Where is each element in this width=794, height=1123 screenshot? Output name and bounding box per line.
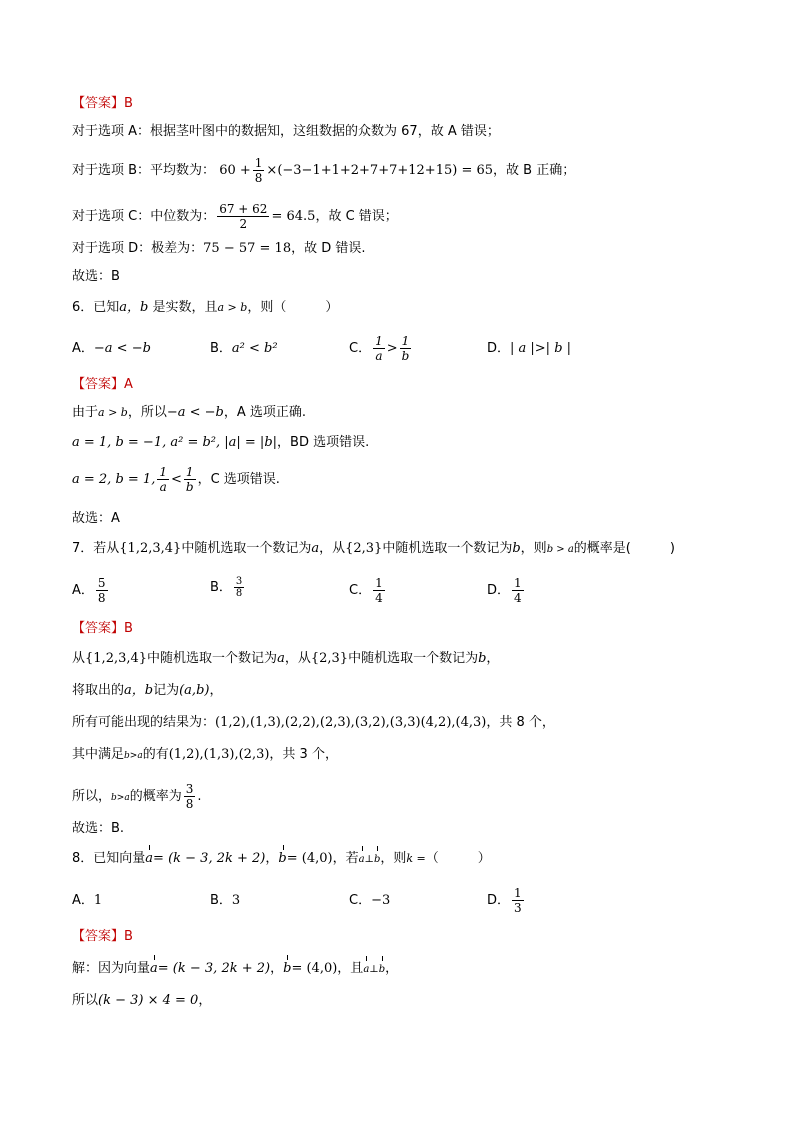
q5-option-b-explanation: 对于选项 B：平均数为： 60 + $\frac{1}{8}$ ×(−3−1+1+2+7+7+12+15) = 65，故 B 正确； <box>72 156 576 185</box>
answer-label: 【答案】 <box>72 377 125 392</box>
q7-solution-line-5: 所以，b>a的概率为 $\frac{3}{8}$ . <box>72 782 202 811</box>
answer-letter: A <box>124 377 133 392</box>
q7-solution-line-4: 其中满足b>a的有(1,2),(1,3),(2,3)，共 3 个， <box>72 747 338 762</box>
answer-label: 【答案】 <box>72 96 125 111</box>
q6-solution-line-2: a = 1, b = −1, a² = b², |a| = |b|，BD 选项错误. <box>72 435 370 450</box>
q7-solution-line-2: 将取出的a，b记为(a,b)， <box>72 683 223 698</box>
q7-stem: 7．若从{1,2,3,4}中随机选取一个数记为a，从{2,3}中随机选取一个数记为b，则b > a的概率是( ) <box>72 541 675 556</box>
answer-letter: B <box>124 621 133 636</box>
q7-solution-line-3: 所有可能出现的结果为：(1,2),(1,3),(2,2),(2,3),(3,2),(3,3)(4,2),(4,3)，共 8 个， <box>72 715 555 730</box>
q6-option-a[interactable]: A．−a < −b <box>72 341 151 356</box>
fraction: $\frac{1}{8}$ <box>254 156 263 185</box>
answer-letter: B <box>124 96 133 111</box>
q7-answer-line <box>72 620 133 638</box>
answer-label: 【答案】 <box>72 929 125 944</box>
answer-letter: B <box>124 929 133 944</box>
q7-choose: 故选：B. <box>72 821 125 836</box>
q8-solution-line-1: 解：因为向量a= (k − 3, 2k + 2)，b= (4,0)，且a⊥b， <box>72 960 398 979</box>
q8-solution-line-2: 所以(k − 3) × 4 = 0， <box>72 993 212 1008</box>
q8-answer-line <box>72 928 133 946</box>
q5-choose: 故选：B <box>72 269 120 284</box>
q7-option-c[interactable]: C． $\frac{1}{4}$ <box>349 576 383 605</box>
q7-option-a[interactable]: A． $\frac{5}{8}$ <box>72 576 106 605</box>
q5-option-a-explanation: 对于选项 A：根据茎叶图中的数据知，这组数据的众数为 67，故 A 错误； <box>72 124 500 139</box>
vector-b: b <box>278 851 287 866</box>
q6-stem: 6．已知a，b 是实数，且a > b，则（ ） <box>72 300 339 315</box>
q8-option-a[interactable]: A．1 <box>72 893 103 908</box>
q6-option-d[interactable]: D．| a |>| b | <box>487 341 572 356</box>
q8-option-b[interactable]: B．3 <box>210 893 241 908</box>
fraction: $\frac{67 + 62}{2}$ <box>219 202 268 231</box>
q5-answer-line <box>72 95 133 113</box>
q6-option-b[interactable]: B．a² < b² <box>210 341 278 356</box>
q6-solution-line-3: a = 2, b = 1, $\frac{1}{a}$ < $\frac{1}{b}$ ，C 选项错误. <box>72 465 280 494</box>
q8-option-c[interactable]: C．−3 <box>349 893 391 908</box>
q5-option-d-explanation: 对于选项 D：极差为：75 − 57 = 18，故 D 错误. <box>72 241 366 256</box>
q8-stem: 8．已知向量a= (k − 3, 2k + 2)，b= (4,0)，若a⊥b，则k =（ ） <box>72 850 491 869</box>
q6-solution-line-1: 由于a > b，所以−a < −b，A 选项正确. <box>72 405 307 420</box>
q7-solution-line-1: 从{1,2,3,4}中随机选取一个数记为a，从{2,3}中随机选取一个数记为b， <box>72 651 500 666</box>
q7-option-b[interactable]: B． $\frac{3}{8}$ <box>210 576 243 599</box>
q6-choose: 故选：A <box>72 511 120 526</box>
q5-option-c-explanation: 对于选项 C：中位数为： $\frac{67 + 62}{2}$ = 64.5，故 C 错误； <box>72 202 398 231</box>
q8-option-d[interactable]: D． $\frac{1}{3}$ <box>487 886 522 915</box>
q7-option-d[interactable]: D． $\frac{1}{4}$ <box>487 576 522 605</box>
answer-label: 【答案】 <box>72 621 125 636</box>
vector-a: a <box>145 851 154 866</box>
q6-answer-line <box>72 376 133 394</box>
q6-option-c[interactable]: C． $\frac{1}{a}$ > $\frac{1}{b}$ <box>349 334 410 363</box>
